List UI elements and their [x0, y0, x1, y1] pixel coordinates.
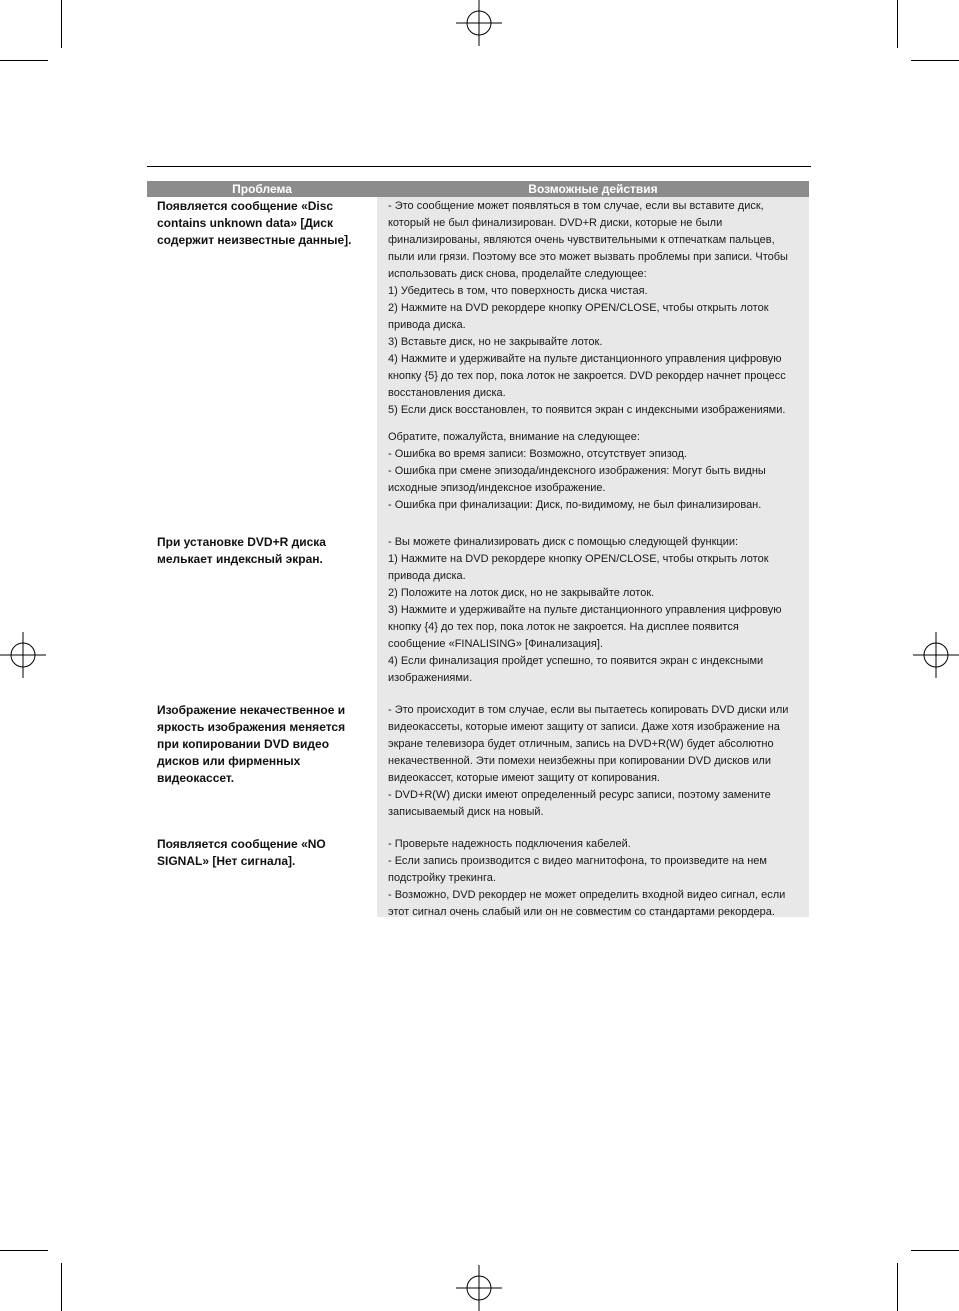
crop-mark [911, 60, 959, 61]
action-line: использовать диск снова, проделайте следующее: [388, 268, 647, 280]
table-header [147, 181, 809, 197]
problem-line: При установке DVD+R диска [157, 535, 326, 549]
problem-line: содержит неизвестные данные]. [157, 233, 352, 247]
action-line: пыли или грязи. Поэтому все это может вызвать проблемы при записи. Чтобы [388, 251, 788, 263]
action-line: - Это сообщение может появляться в том случае, если вы вставите диск, [388, 200, 764, 212]
problem-cell [147, 701, 377, 835]
action-line: - Проверьте надежность подключения кабелей. [388, 838, 631, 850]
action-line: - DVD+R(W) диски имеют определенный ресурс записи, поэтому замените [388, 789, 771, 801]
table-row [147, 701, 809, 835]
action-line: привода диска. [388, 319, 466, 331]
action-line: Обратите, пожалуйста, внимание на следующее: [388, 431, 640, 443]
action-line: восстановления диска. [388, 387, 506, 399]
problem-line: Появляется сообщение «Disc [157, 199, 334, 213]
table-row [147, 533, 809, 701]
column-header-problem: Проблема [232, 182, 292, 196]
crop-mark [897, 0, 898, 48]
action-line: 3) Нажмите и удерживайте на пульте дистанционного управления цифровую [388, 604, 782, 616]
crop-mark [0, 60, 48, 61]
action-line: 1) Убедитесь в том, что поверхность диска чистая. [388, 285, 648, 297]
action-line: который не был финализирован. DVD+R диски, которые не были [388, 217, 723, 229]
action-line: 2) Нажмите на DVD рекордере кнопку OPEN/CLOSE, чтобы открыть лоток [388, 302, 769, 314]
action-line: кнопку {4} до тех пор, пока лоток не закроется. На дисплее появится [388, 621, 739, 633]
action-line: - Это происходит в том случае, если вы пытаетесь копировать DVD диски или [388, 704, 789, 716]
action-line: 4) Нажмите и удерживайте на пульте дистанционного управления цифровую [388, 353, 782, 365]
problem-line: SIGNAL» [Нет сигнала]. [157, 854, 296, 868]
action-line: - Возможно, DVD рекордер не может определить входной видео сигнал, если [388, 889, 786, 901]
problem-line: мелькает индексный экран. [157, 552, 323, 566]
action-line: 5) Если диск восстановлен, то появится экран с индексными изображениями. [388, 404, 786, 416]
crop-mark [911, 1250, 959, 1251]
problem-line: Изображение некачественное и [157, 703, 346, 717]
problem-line: яркость изображения меняется [157, 720, 346, 734]
problem-line: дисков или фирменных [157, 754, 301, 768]
registration-mark-bottom [456, 1265, 502, 1311]
registration-mark-top [456, 0, 502, 46]
problem-cell [147, 835, 377, 919]
troubleshooting-table [147, 181, 809, 919]
table-row [147, 835, 809, 919]
action-line: 2) Положите на лоток диск, но не закрывайте лоток. [388, 587, 655, 599]
crop-mark [897, 1263, 898, 1311]
action-line: - Ошибка при смене эпизода/индексного изображения: Могут быть видны [388, 465, 766, 477]
problem-line: contains unknown data» [Диск [157, 216, 333, 230]
problem-line: при копировании DVD видео [157, 737, 330, 751]
actions-cell [377, 197, 809, 533]
action-line: кнопку {5} до тех пор, пока лоток не закроется. DVD рекордер начнет процесс [388, 370, 786, 382]
header-rule [147, 166, 811, 167]
actions-cell [377, 701, 809, 835]
problem-line: Появляется сообщение «NO [157, 837, 326, 851]
action-line: видеокассет, которые имеют защиту от копирования. [388, 772, 660, 784]
action-line: видеокассеты, которые имеют защиту от записи. Даже хотя изображение на [388, 721, 780, 733]
table-row [147, 197, 809, 533]
registration-mark-left [0, 632, 46, 678]
problem-cell [147, 533, 377, 701]
action-line: записываемый диск на новый. [388, 806, 544, 818]
actions-cell [377, 835, 809, 919]
registration-mark-right [913, 632, 959, 678]
action-line: сообщение «FINALISING» [Финализация]. [388, 638, 604, 650]
action-line: - Ошибка при финализации: Диск, по-видимому, не был финализирован. [388, 499, 762, 511]
column-header-actions: Возможные действия [528, 182, 658, 196]
action-line: экране телевизора будет отличным, запись на DVD+R(W) будет абсолютно [388, 738, 774, 750]
action-line-spacer [388, 419, 799, 429]
action-line: 3) Вставьте диск, но не закрывайте лоток. [388, 336, 603, 348]
action-line: 4) Если финализация пройдет успешно, то появится экран с индексными [388, 655, 764, 667]
action-line: финализированы, являются очень чувствительными к отпечаткам пальцев, [388, 234, 775, 246]
action-line: подстройку трекинга. [388, 872, 496, 884]
action-line: - Вы можете финализировать диск с помощью следующей функции: [388, 536, 739, 548]
actions-cell [377, 533, 809, 701]
problem-cell [147, 197, 377, 533]
table-body [147, 197, 809, 919]
problem-line: видеокассет. [157, 771, 235, 785]
action-line: исходные эпизод/индексное изображение. [388, 482, 606, 494]
crop-mark [0, 1250, 48, 1251]
action-line: - Ошибка во время записи: Возможно, отсутствует эпизод. [388, 448, 687, 460]
action-line: этот сигнал очень слабый или он не совместим со стандартами рекордера. [388, 906, 775, 918]
crop-mark [61, 1263, 62, 1311]
action-line: привода диска. [388, 570, 466, 582]
action-line: некачественной. Эти помехи неизбежны при копировании DVD дисков или [388, 755, 771, 767]
action-line: изображениями. [388, 672, 473, 684]
crop-mark [61, 0, 62, 48]
action-line: 1) Нажмите на DVD рекордере кнопку OPEN/CLOSE, чтобы открыть лоток [388, 553, 769, 565]
action-line: - Если запись производится с видео магнитофона, то произведите на нем [388, 855, 767, 867]
